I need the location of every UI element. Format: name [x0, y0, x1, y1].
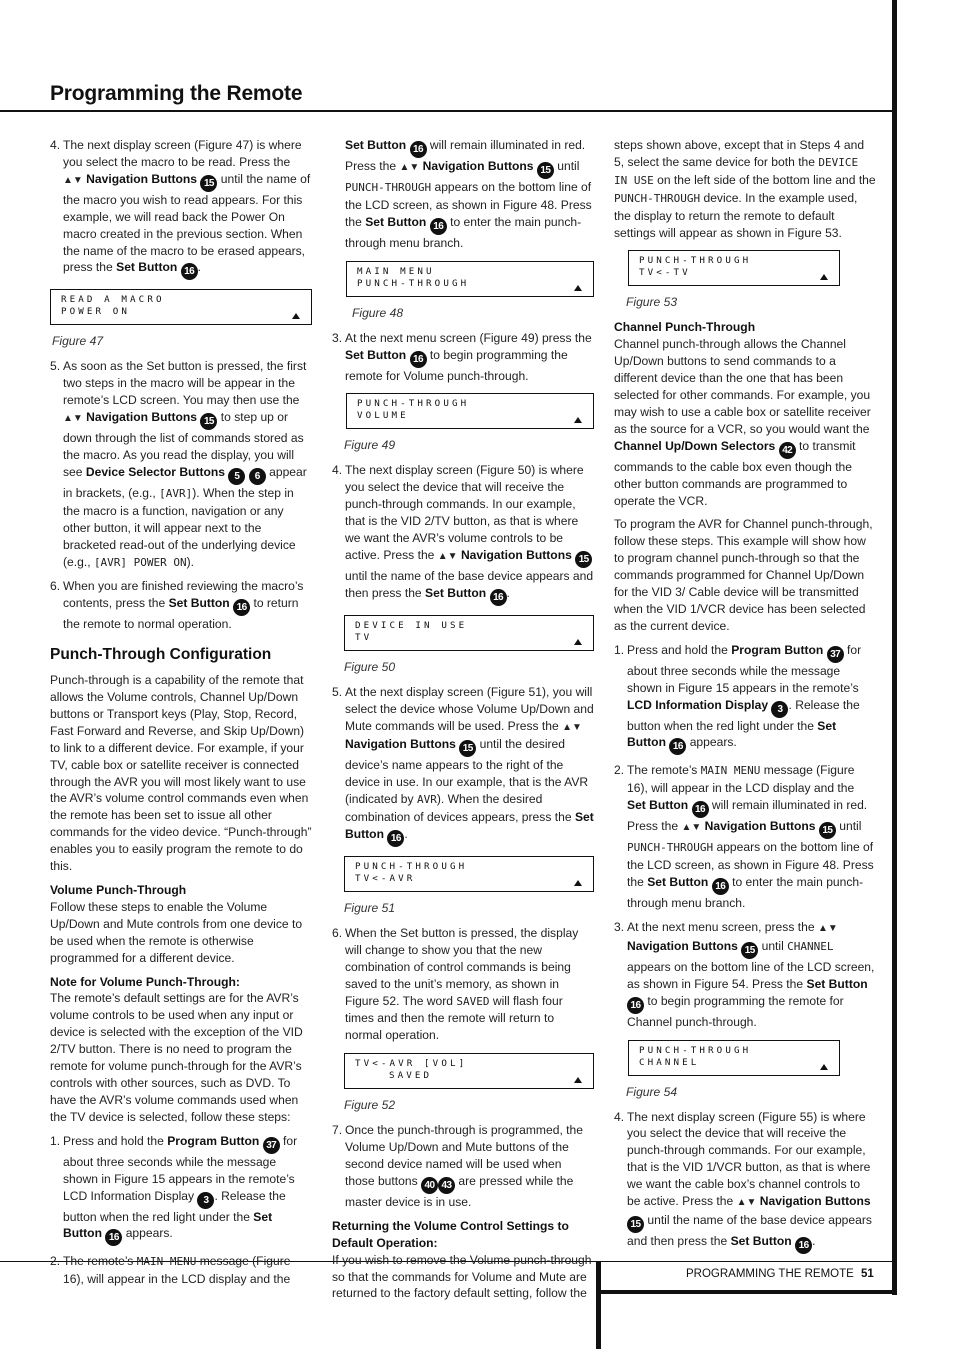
updown-arrows-icon: ▲▼: [681, 822, 702, 834]
lcd-figure-50: DEVICE IN USE TV: [344, 615, 594, 651]
updown-arrows-icon: ▲▼: [736, 1197, 757, 1209]
badge-15: 15: [537, 162, 554, 179]
caption-figure-49: Figure 49: [344, 438, 396, 453]
channel-step-4: 4. The next display screen (Figure 55) is where you select the device that will receive the punch-through commands. For our example, that is the VID 1/VCR button, as that is where we want the cable box’s channel controls to be active. Press the ▲▼ Navigation Buttons 15 until the name of the base device appears and then press the Set Button 16 .: [614, 1109, 876, 1254]
volume-step-7: 7. Once the punch-through is programmed, the Volume Up/Down and Mute buttons of the second device named will be used when those buttons 40 43 are pressed while the master device is in use.: [332, 1123, 583, 1209]
up-triangle-icon: [574, 880, 582, 886]
lcd-figure-51: PUNCH-THROUGH TV<-AVR: [344, 856, 594, 892]
up-triangle-icon: [574, 285, 582, 291]
up-triangle-icon: [820, 1064, 828, 1070]
footer-bar-vertical: [596, 1262, 601, 1349]
caption-figure-47: Figure 47: [52, 334, 104, 349]
returning-section: Returning the Volume Control Settings to Default Operation: If you wish to remove the Volume punch-through so that the commands for Volume and Mute are returned to the factory default setting, follow the: [332, 1218, 594, 1303]
column-left: [50, 137, 312, 1295]
volume-step-1: 1. Press and hold the Program Button 37 for about three seconds while the message shown in Figure 15 appears in the remote’s LCD Information Display 3 . Release the button when the red light under the Set Button 16 appears.: [50, 1133, 312, 1247]
channel-punch-section: Channel Punch-Through Channel punch-through allows the Channel Up/Down buttons to send commands to a different device than the one that has been selected for other commands. For example, you may wish to use a cable box or satellite receiver as the source for a VCR, so you would want the Channel Up/Down Selectors 42 to transmit commands to the cable box even though the other button commands are programmed to operate the VCR.: [614, 319, 876, 509]
badge-37: 37: [827, 646, 844, 663]
volume-step-5: 5. At the next display screen (Figure 51), you will select the device whose Volume Up/Down and Mute commands will be used. Press the ▲▼ Navigation Buttons 15 until the desired device’s name appears to the right of the device in use. In our example, that is the AVR (indicated by AVR). When the desired combination of devices appears, press the Set Button 16 .: [332, 684, 594, 847]
badge-16: 16: [233, 599, 250, 616]
caption-figure-52: Figure 52: [344, 1098, 396, 1113]
updown-arrows-icon: ▲▼: [399, 162, 420, 173]
caption-figure-53: Figure 53: [626, 295, 678, 310]
volume-step-4: 4. The next display screen (Figure 50) is where you select the device that will receive the punch-through commands. In our example, that is the VID 2/TV button, as that is where we want the AVR’s volume controls to be active. Press the ▲▼ Navigation Buttons 15 until the name of the base device appears and then press the Set Button 16 .: [332, 462, 594, 605]
caption-figure-48: Figure 48: [352, 305, 404, 320]
badge-16: 16: [490, 589, 507, 606]
badge-37: 37: [263, 1137, 280, 1154]
intro-paragraph: Punch-through is a capability of the remote that allows the Volume controls, Channel Up/Down buttons or Transport keys (Play, Stop, Record, Fast Forward and Reverse, and Skip Up/Down) to link to a different device. For example, if your TV, cable box or satellite receiver is connected through the AVR you will most likely want to use the AVR’s volume control commands even when the remote has been set to issue all other commands for the video device. “Punch-through” enables you to easily program the remote to do this.: [50, 673, 312, 874]
channel-step-2: 2. The remote’s MAIN MENU message (Figure 16), will appear in the LCD display and the Set Button 16 will remain illuminated in red. Press the ▲▼ Navigation Buttons 15 until PUNCH-THROUGH appears on the bottom line of the LCD screen, as shown in Figure 48. Press the Set Button 16 to enter the main punch-through menu branch.: [614, 763, 874, 911]
volume-punch-section: Volume Punch-Through Follow these steps to enable the Volume Up/Down and Mute controls from one device to be used when the remote is otherwise programmed for a different device.: [50, 882, 312, 967]
up-triangle-icon: [574, 1077, 582, 1083]
footer-section: PROGRAMMING THE REMOTE: [686, 1268, 854, 1280]
channel-step-3: 3. At the next menu screen, press the ▲▼ Navigation Buttons 15 until CHANNEL appears on the bottom line of the LCD screen, as shown in Figure 54. Press the Set Button 16 to begin programming the remote for Channel punch-through.: [614, 920, 875, 1029]
column-middle: [332, 137, 594, 1309]
header-rule: [0, 110, 897, 112]
volume-step-6: 6. When the Set button is pressed, the display will change to show you that the new combination of control commands is being saved to the unit’s memory, as shown in Figure 52. The word SAVED will flash four times and then the remote will return to normal operation.: [332, 925, 579, 1043]
badge-3: 3: [197, 1192, 214, 1209]
heading-volume-punch-through: Volume Punch-Through: [50, 883, 187, 897]
volume-step-2: 2. The remote’s MAIN MENU message (Figure 16), will appear in the LCD display and the: [50, 1254, 291, 1287]
badge-16: 16: [712, 878, 729, 895]
page-number: 51: [861, 1268, 874, 1280]
badge-16: 16: [692, 801, 709, 818]
caption-figure-54: Figure 54: [626, 1084, 678, 1099]
badge-15: 15: [819, 822, 836, 839]
lcd-figure-47: READ A MACRO POWER ON: [50, 289, 312, 325]
badge-16: 16: [181, 263, 198, 280]
badge-16: 16: [627, 997, 644, 1014]
heading-note-volume: Note for Volume Punch-Through:: [50, 974, 240, 989]
channel-step-1: 1. Press and hold the Program Button 37 for about three seconds while the message shown in Figure 15 appears in the remote’s LCD Information Display 3 . Release the button when the red light under the Set Button 16 appears.: [614, 642, 876, 756]
updown-arrows-icon: ▲▼: [63, 413, 83, 425]
up-triangle-icon: [574, 639, 582, 645]
column-right: [614, 137, 876, 1261]
badge-3: 3: [771, 701, 788, 718]
badge-16: 16: [105, 1229, 122, 1246]
badge-15: 15: [575, 551, 592, 568]
badge-5: 5: [228, 468, 245, 485]
updown-arrows-icon: ▲▼: [63, 174, 83, 186]
channel-intro: To program the AVR for Channel punch-through, follow these steps. This example will show how to program channel punch-through so that the commands programmed for Channel Up/Down for the VID 3/ Cable device will be transmitted when the VID 1/VCR device has been selected as the current device.: [614, 517, 873, 633]
returning-continued: steps shown above, except that in Steps 4 and 5, select the same device for both the DEVICE IN USE on the left side of the bottom line and the PUNCH-THROUGH device. In the example used, the display to return the remote to default settings will appear as shown in Figure 53.: [614, 138, 876, 240]
badge-16: 16: [410, 351, 427, 368]
badge-40: 40: [421, 1177, 438, 1194]
heading-channel-punch-through: Channel Punch-Through: [614, 320, 756, 335]
updown-arrows-icon: ▲▼: [817, 923, 838, 934]
lcd-figure-52: TV<-AVR [VOL] SAVED: [344, 1053, 594, 1089]
updown-arrows-icon: ▲▼: [437, 550, 458, 562]
lcd-figure-49: PUNCH-THROUGH VOLUME: [346, 393, 594, 429]
badge-16: 16: [430, 218, 447, 235]
badge-42: 42: [779, 442, 796, 459]
heading-punch-through-configuration: Punch-Through Configuration: [50, 646, 272, 664]
badge-15: 15: [741, 942, 758, 959]
badge-15: 15: [200, 413, 217, 430]
caption-figure-50: Figure 50: [344, 659, 396, 674]
badge-16: 16: [387, 830, 404, 847]
step-5-read-macro: 5. As soon as the Set button is pressed, the first two steps in the macro will be appear in the remote’s LCD screen. You may then use the ▲▼ Navigation Buttons 15 to step up or down through the list of commands stored as the macro. As you read the display, you will see Device Selector Buttons 5 6 appear in brackets, (e.g., [AVR]). When the step in the macro is a function, navigation or any other button, it will appear next to the bracketed read-out of the underlying device (e.g., [AVR] POWER ON).: [50, 359, 307, 569]
page-edge-bar: [892, 0, 897, 1295]
volume-step-3: 3. At the next menu screen (Figure 49) press the Set Button 16 to begin programming the remote for Volume punch-through.: [332, 330, 592, 383]
updown-arrows-icon: ▲▼: [562, 721, 582, 733]
badge-16: 16: [410, 141, 427, 158]
caption-figure-51: Figure 51: [344, 901, 396, 916]
badge-16: 16: [669, 738, 686, 755]
badge-15: 15: [459, 740, 476, 757]
badge-15: 15: [200, 175, 217, 192]
badge-43: 43: [438, 1177, 455, 1194]
footer-bar-horizontal: [596, 1290, 897, 1294]
badge-16: 16: [795, 1237, 812, 1254]
page-title: Programming the Remote: [50, 82, 303, 105]
page-footer: [686, 1268, 874, 1280]
lcd-figure-54: PUNCH-THROUGH CHANNEL: [628, 1040, 840, 1076]
heading-returning-default: Returning the Volume Control Settings to Default Operation:: [332, 1218, 569, 1250]
volume-step-2-continued: Set Button 16 will remain illuminated in red. Press the ▲▼ Navigation Buttons 15 until PUNCH-THROUGH appears on the bottom line of the LCD screen, as shown in Figure 48. Press the Set Button 16 to enter the main punch-through menu branch.: [345, 138, 592, 250]
lcd-figure-53: PUNCH-THROUGH TV<-TV: [628, 250, 840, 286]
badge-15: 15: [627, 1216, 644, 1233]
badge-6: 6: [249, 468, 266, 485]
note-section: Note for Volume Punch-Through: The remote’s default settings are for the AVR’s volume controls to be used when any input or device is selected with the exception of the VID 2/TV button. There is no need to program the remote for volume punch-through for the AVR’s controls with other sources, such as DVD. To have the AVR’s volume commands used when the TV device is selected, follow these steps:: [50, 974, 312, 1126]
step-6-read-macro: 6. When you are finished reviewing the macro’s contents, press the Set Button 16 to return the remote to normal operation.: [50, 579, 304, 632]
lcd-figure-48: MAIN MENU PUNCH-THROUGH: [346, 261, 594, 297]
up-triangle-icon: [820, 274, 828, 280]
up-triangle-icon: [574, 417, 582, 423]
up-triangle-icon: [292, 313, 300, 319]
step-4-read-macro: 4. The next display screen (Figure 47) is where you select the macro to be read. Press the ▲▼ Navigation Buttons 15 until the name of the macro you wish to read appears. For this example, we will read back the Power On macro created in the previous section. When the name of the macro to be erased appears, press the Set Button 16 .: [50, 137, 312, 280]
